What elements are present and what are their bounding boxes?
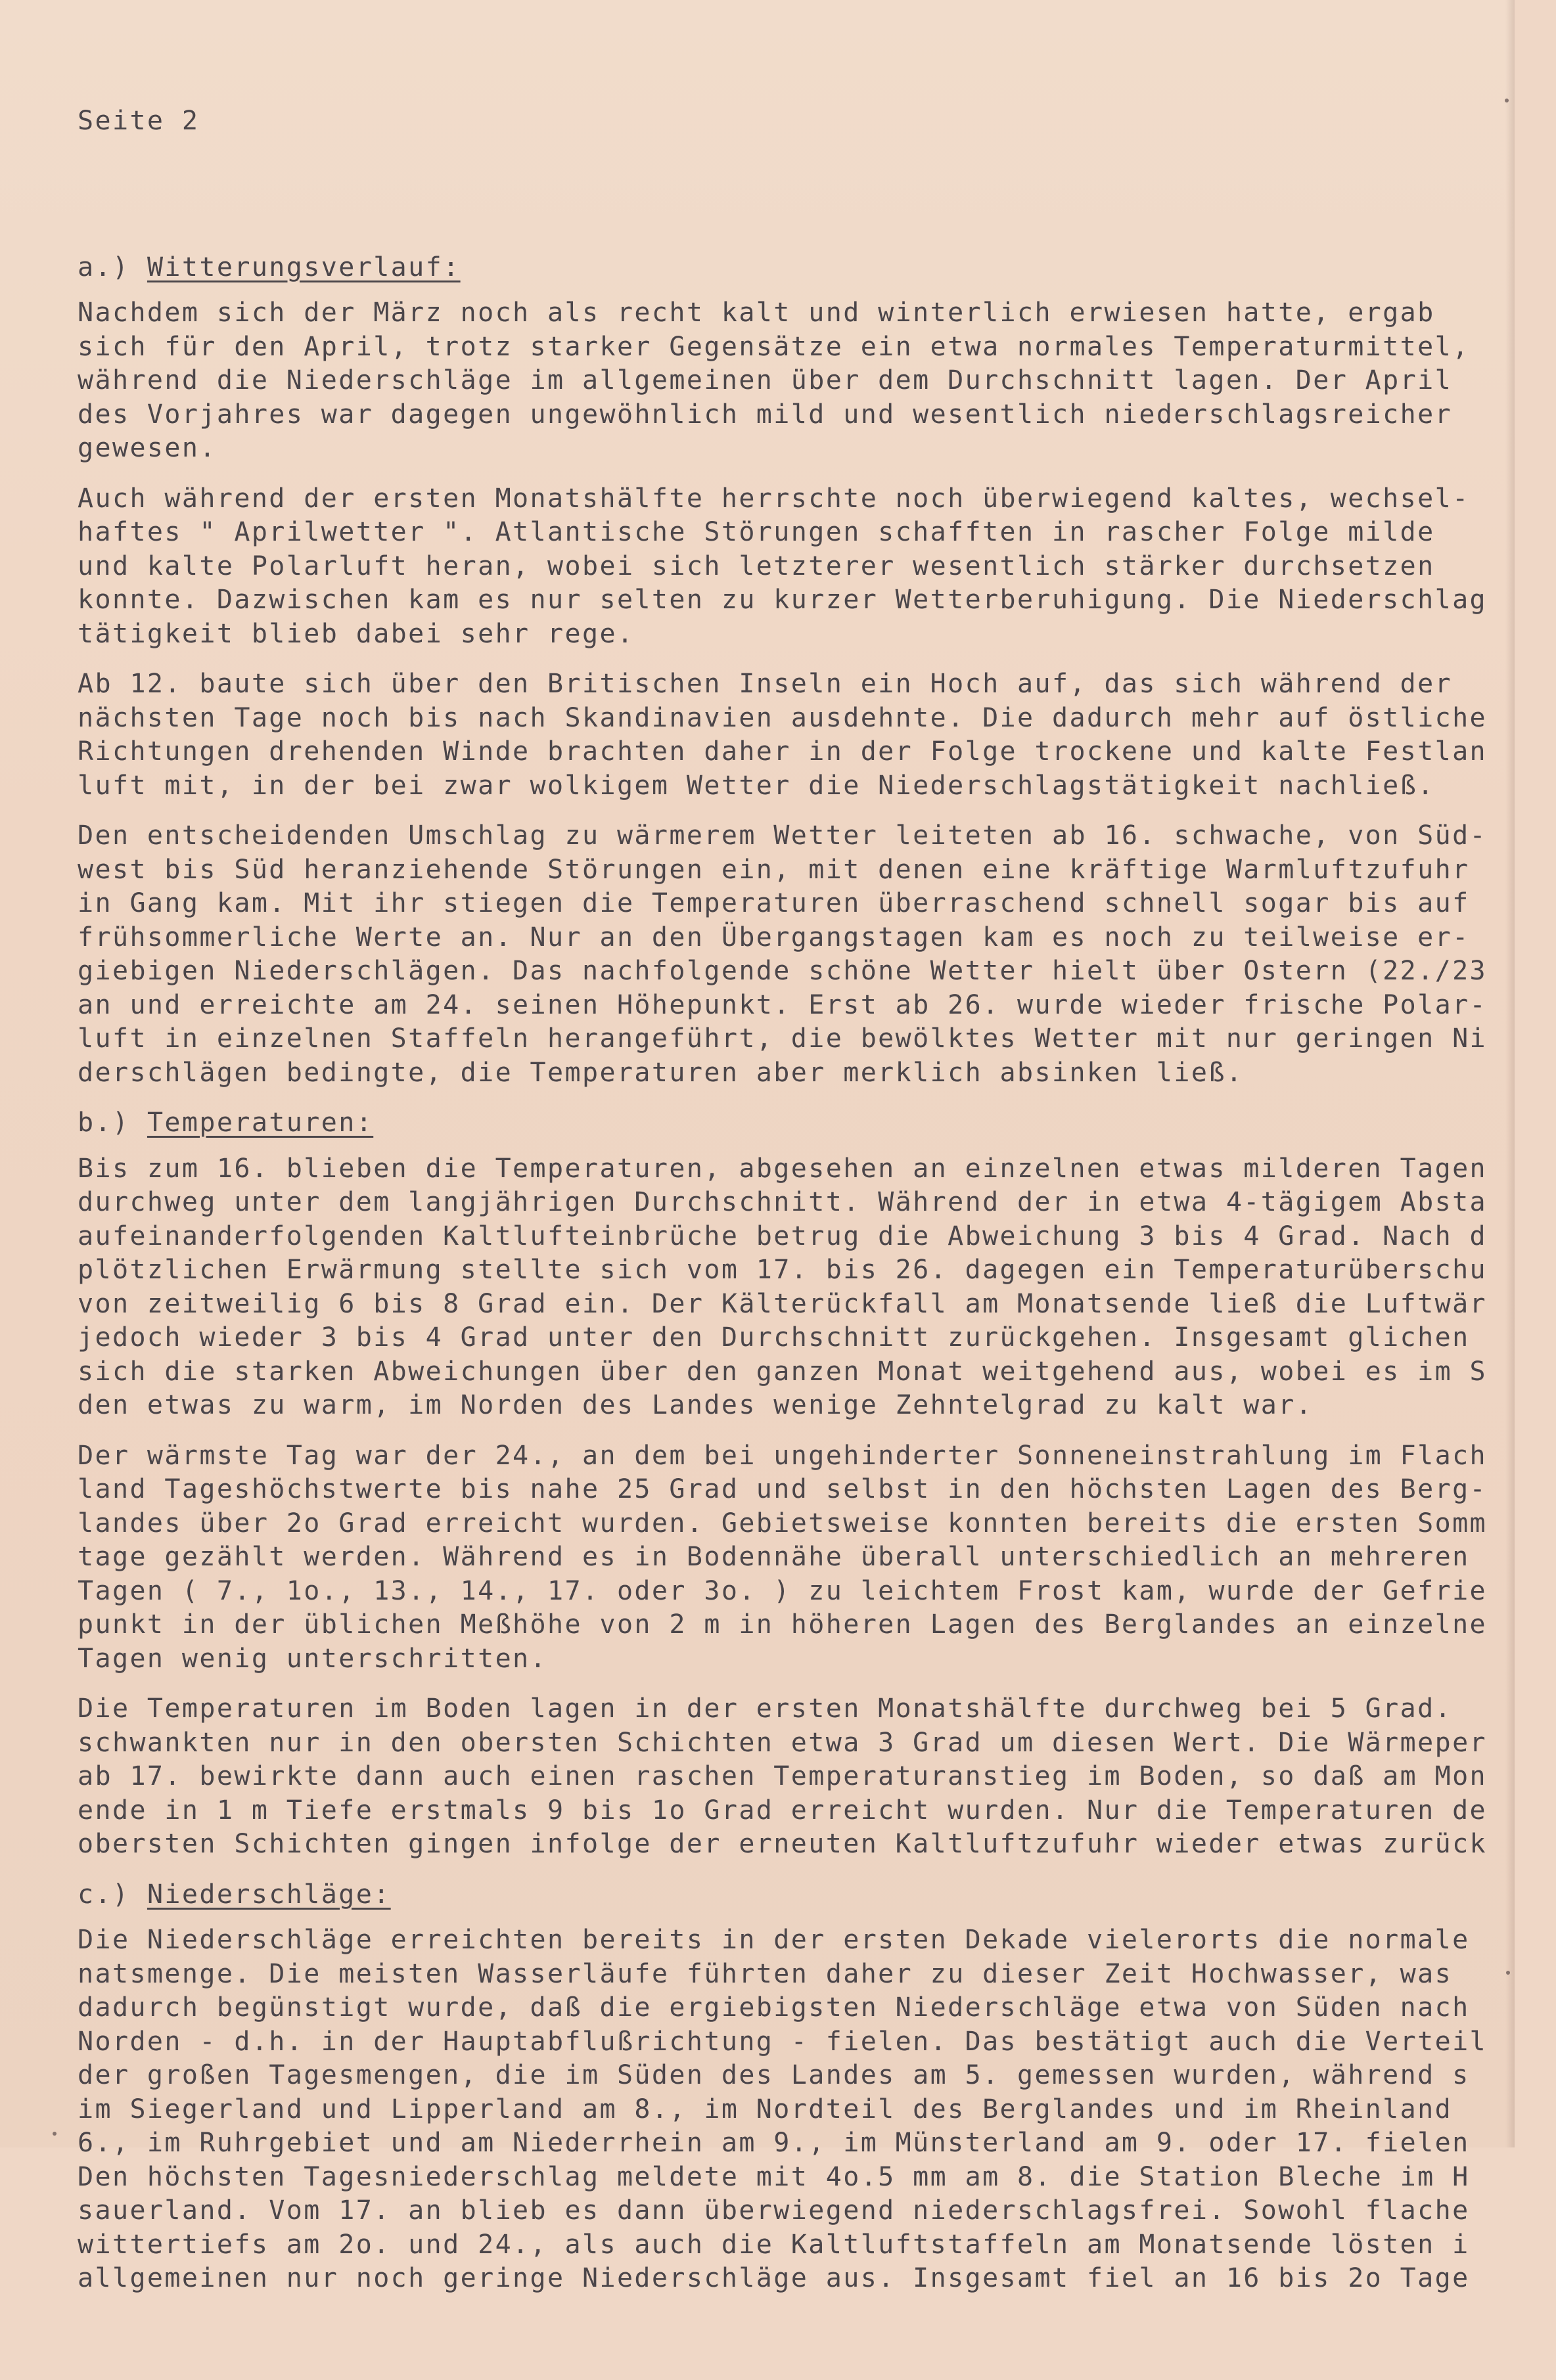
text-line: Tagen ( 7., 1o., 13., 14., 17. oder 3o. ) zu leichtem Frost kam, wurde der Gefrie bbox=[78, 1575, 1488, 1606]
section bbox=[78, 1106, 1556, 1878]
text-line: Tagen wenig unterschritten. bbox=[78, 1643, 548, 1674]
section-letter: a.) bbox=[78, 252, 147, 282]
section-title: Niederschläge: bbox=[147, 1879, 391, 1910]
text-line: landes über 2o Grad erreicht wurden. Gebietsweise konnten bereits die ersten Somm bbox=[78, 1508, 1488, 1538]
paragraph bbox=[78, 1923, 1556, 2296]
text-line: gewesen. bbox=[78, 433, 217, 463]
paragraph bbox=[78, 296, 1556, 466]
text-line: aufeinanderfolgenden Kaltlufteinbrüche betrug die Abweichung 3 bis 4 Grad. Nach d bbox=[78, 1221, 1488, 1251]
text-line: Bis zum 16. blieben die Temperaturen, abgesehen an einzelnen etwas milderen Tagen bbox=[78, 1153, 1488, 1184]
text-line: an und erreichte am 24. seinen Höhepunkt. Erst ab 26. wurde wieder frische Polar- bbox=[78, 989, 1488, 1020]
text-line: dadurch begünstigt wurde, daß die ergiebigsten Niederschläge etwa von Süden nach bbox=[78, 1992, 1470, 2023]
text-line: während die Niederschläge im allgemeinen über dem Durchschnitt lagen. Der April bbox=[78, 365, 1453, 395]
text-line: Die Temperaturen im Boden lagen in der ersten Monatshälfte durchweg bei 5 Grad. bbox=[78, 1694, 1453, 1724]
section-heading bbox=[78, 1878, 1556, 1912]
paragraph bbox=[78, 1439, 1556, 1676]
text-line: punkt in der üblichen Meßhöhe von 2 m in höheren Lagen des Berglandes an einzelne bbox=[78, 1609, 1488, 1640]
paragraph-gap bbox=[78, 1423, 1556, 1439]
paragraph-gap bbox=[78, 2296, 1556, 2312]
text-line: haftes " Aprilwetter ". Atlantische Störungen schafften in rascher Folge milde bbox=[78, 517, 1435, 547]
text-line: und kalte Polarluft heran, wobei sich letzterer wesentlich stärker durchsetzen bbox=[78, 550, 1435, 581]
text-line: Den entscheidenden Umschlag zu wärmerem Wetter leiteten ab 16. schwache, von Süd- bbox=[78, 820, 1488, 851]
paragraph-gap bbox=[78, 1676, 1556, 1692]
text-line: frühsommerliche Werte an. Nur an den Übergangstagen kam es noch zu teilweise er- bbox=[78, 922, 1470, 953]
text-line: Richtungen drehenden Winde brachten daher in der Folge trockene und kalte Festlan bbox=[78, 736, 1488, 767]
text-line: derschlägen bedingte, die Temperaturen aber merklich absinken ließ. bbox=[78, 1057, 1244, 1088]
text-line: sich für den April, trotz starker Gegensätze ein etwa normales Temperaturmittel, bbox=[78, 331, 1470, 362]
text-line: Auch während der ersten Monatshälfte herrschte noch überwiegend kaltes, wechsel- bbox=[78, 483, 1470, 514]
section-letter: b.) bbox=[78, 1108, 147, 1138]
paragraph-gap bbox=[78, 1862, 1556, 1878]
text-line: schwankten nur in den obersten Schichten etwa 3 Grad um diesen Wert. Die Wärmeper bbox=[78, 1727, 1488, 1758]
text-line: konnte. Dazwischen kam es nur selten zu kurzer Wetterberuhigung. Die Niederschlag bbox=[78, 585, 1488, 615]
paper-mark bbox=[53, 2132, 57, 2136]
text-line: luft in einzelnen Staffeln herangeführt, die bewölktes Wetter mit nur geringen Ni bbox=[78, 1023, 1488, 1054]
section bbox=[78, 251, 1556, 1107]
text-line: obersten Schichten gingen infolge der erneuten Kaltluftzufuhr wieder etwas zurück bbox=[78, 1829, 1488, 1859]
section-title: Witterungsverlauf: bbox=[147, 252, 461, 282]
paragraph-gap bbox=[78, 803, 1556, 819]
text-line: den etwas zu warm, im Norden des Landes wenige Zehntelgrad zu kalt war. bbox=[78, 1390, 1314, 1420]
text-line: in Gang kam. Mit ihr stiegen die Temperaturen überraschend schnell sogar bis auf bbox=[78, 888, 1470, 918]
text-line: wittertiefs am 2o. und 24., als auch die Kaltluftstaffeln am Monatsende lösten i bbox=[78, 2229, 1470, 2260]
text-line: west bis Süd heranziehende Störungen ein, mit denen eine kräftige Warmluftzufuhr bbox=[78, 854, 1470, 885]
document-body bbox=[78, 37, 1556, 2380]
text-line: giebigen Niederschlägen. Das nachfolgende schöne Wetter hielt über Ostern (22./23 bbox=[78, 956, 1488, 986]
page-number: Seite 2 bbox=[78, 106, 200, 136]
text-line: Norden - d.h. in der Hauptabflußrichtung - fielen. Das bestätigt auch die Verteil bbox=[78, 2026, 1488, 2057]
text-line: durchweg unter dem langjährigen Durchschnitt. Während der in etwa 4-tägigem Absta bbox=[78, 1187, 1488, 1217]
text-line: 6., im Ruhrgebiet und am Niederrhein am 9., im Münsterland am 9. oder 17. fielen bbox=[78, 2128, 1470, 2158]
text-line: plötzlichen Erwärmung stellte sich vom 17. bis 26. dagegen ein Temperaturüberschu bbox=[78, 1255, 1488, 1285]
text-line: jedoch wieder 3 bis 4 Grad unter den Durchschnitt zurückgehen. Insgesamt glichen bbox=[78, 1322, 1470, 1353]
section-heading bbox=[78, 251, 1556, 285]
text-line: des Vorjahres war dagegen ungewöhnlich mild und wesentlich niederschlagsreicher bbox=[78, 399, 1453, 430]
text-line: von zeitweilig 6 bis 8 Grad ein. Der Kälterückfall am Monatsende ließ die Luftwär bbox=[78, 1288, 1488, 1319]
text-line: Nachdem sich der März noch als recht kalt und winterlich erwiesen hatte, ergab bbox=[78, 298, 1435, 328]
text-line: Die Niederschläge erreichten bereits in der ersten Dekade vielerorts die normale bbox=[78, 1925, 1470, 1955]
section-title: Temperaturen: bbox=[147, 1108, 374, 1138]
text-line: nächsten Tage noch bis nach Skandinavien ausdehnte. Die dadurch mehr auf östliche bbox=[78, 702, 1488, 733]
text-line: der großen Tagesmengen, die im Süden des Landes am 5. gemessen wurden, während s bbox=[78, 2060, 1470, 2090]
text-line: Ab 12. baute sich über den Britischen Inseln ein Hoch auf, das sich während der bbox=[78, 669, 1453, 699]
paragraph-gap bbox=[78, 1090, 1556, 1106]
paragraph-gap bbox=[78, 651, 1556, 667]
paragraph bbox=[78, 819, 1556, 1090]
text-line: ende in 1 m Tiefe erstmals 9 bis 1o Grad erreicht wurden. Nur die Temperaturen de bbox=[78, 1795, 1488, 1826]
text-line: im Siegerland und Lipperland am 8., im Nordteil des Berglandes und im Rheinland bbox=[78, 2094, 1453, 2124]
text-line: natsmenge. Die meisten Wasserläufe führten daher zu dieser Zeit Hochwasser, was bbox=[78, 1958, 1453, 1989]
paragraph bbox=[78, 1152, 1556, 1423]
document-sections bbox=[78, 251, 1556, 2312]
text-line: sich die starken Abweichungen über den ganzen Monat weitgehend aus, wobei es im S bbox=[78, 1356, 1488, 1387]
text-line: tätigkeit blieb dabei sehr rege. bbox=[78, 618, 635, 649]
section bbox=[78, 1878, 1556, 2312]
text-line: luft mit, in der bei zwar wolkigem Wetter die Niederschlagstätigkeit nachließ. bbox=[78, 770, 1435, 801]
text-line: sauerland. Vom 17. an blieb es dann überwiegend niederschlagsfrei. Sowohl flache bbox=[78, 2195, 1470, 2226]
paragraph bbox=[78, 1692, 1556, 1862]
text-line: Den höchsten Tagesniederschlag meldete mit 4o.5 mm am 8. die Station Bleche im H bbox=[78, 2161, 1470, 2192]
text-line: tage gezählt werden. Während es in Bodennähe überall unterschiedlich an mehreren bbox=[78, 1542, 1470, 1572]
section-letter: c.) bbox=[78, 1879, 147, 1910]
section-heading bbox=[78, 1106, 1556, 1140]
text-line: Der wärmste Tag war der 24., an dem bei ungehinderter Sonneneinstrahlung im Flach bbox=[78, 1440, 1488, 1471]
paragraph-gap bbox=[78, 466, 1556, 482]
text-line: ab 17. bewirkte dann auch einen raschen Temperaturanstieg im Boden, so daß am Mon bbox=[78, 1761, 1488, 1791]
paragraph bbox=[78, 667, 1556, 803]
paragraph bbox=[78, 482, 1556, 652]
text-line: allgemeinen nur noch geringe Niederschläge aus. Insgesamt fiel an 16 bis 2o Tage bbox=[78, 2263, 1470, 2293]
text-line: land Tageshöchstwerte bis nahe 25 Grad und selbst in den höchsten Lagen des Berg- bbox=[78, 1474, 1488, 1504]
